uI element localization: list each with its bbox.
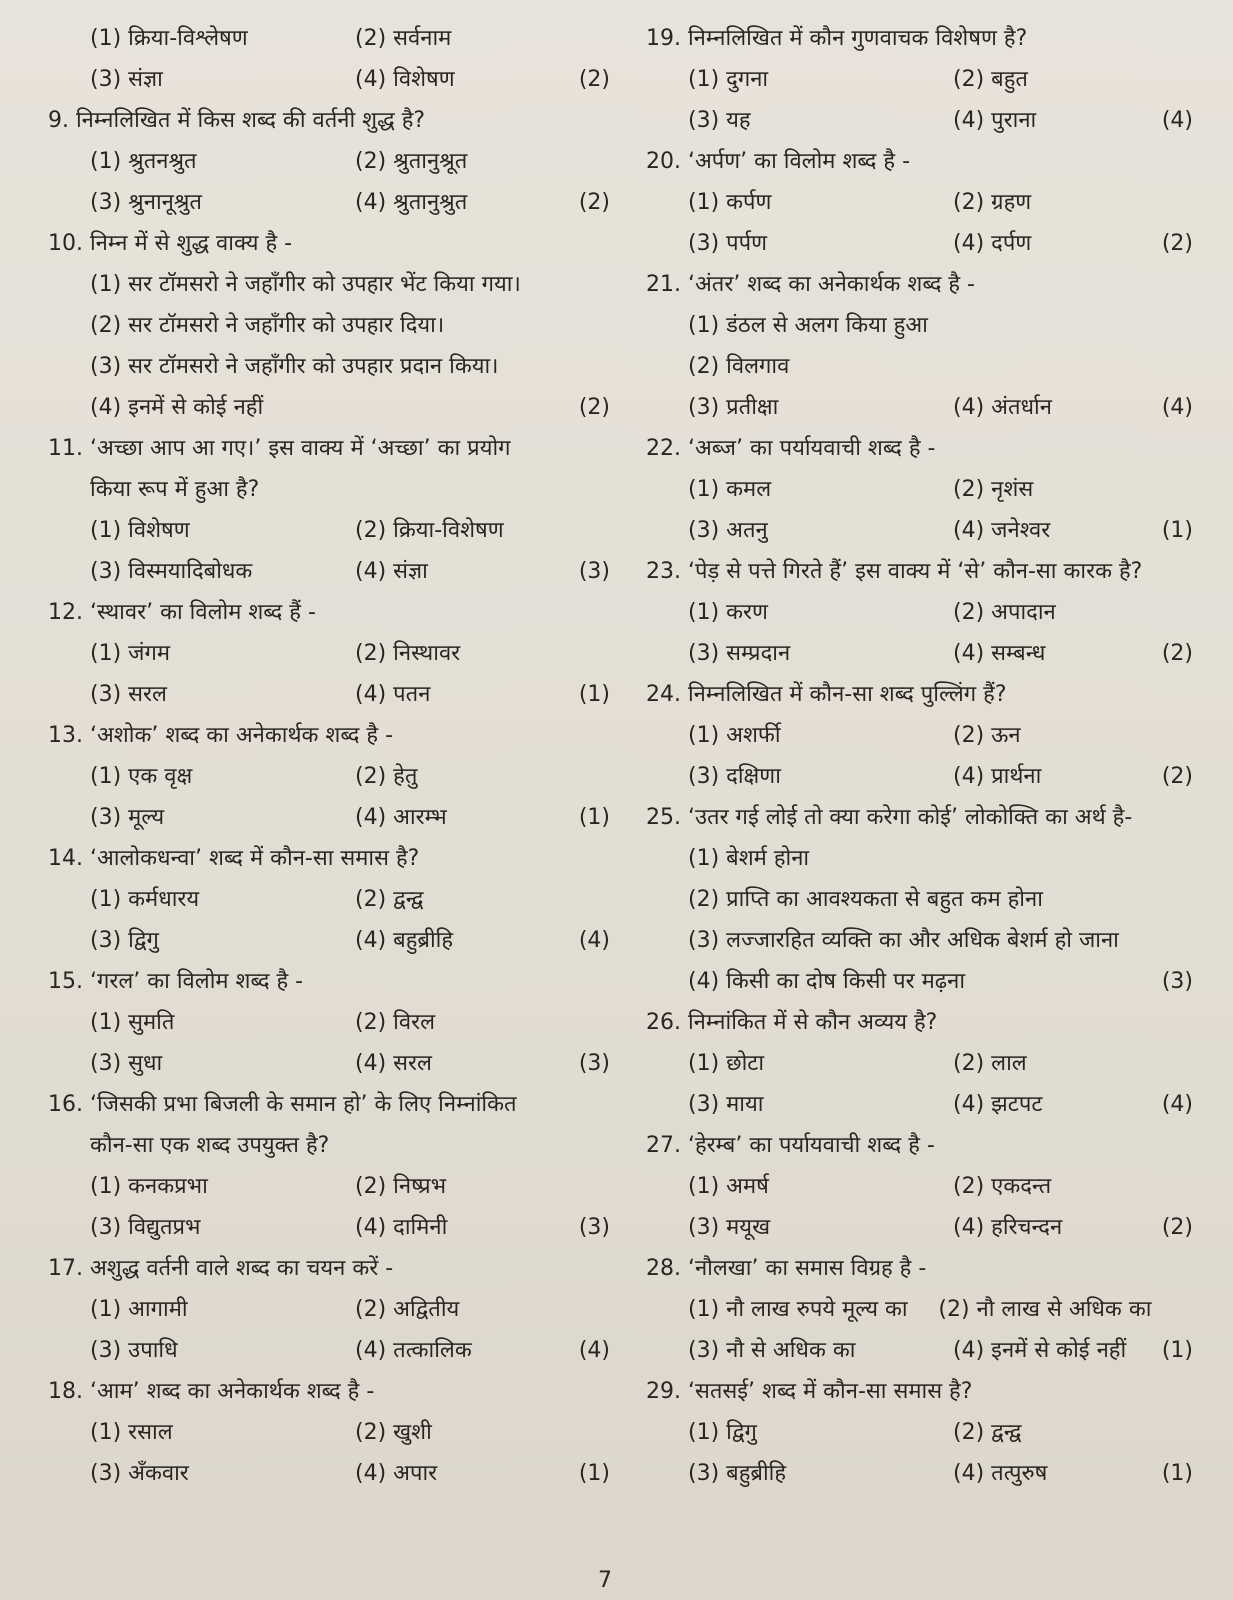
question-text: 11. ‘अच्छा आप आ गए।’ इस वाक्य में ‘अच्छा’ का प्रयोग — [48, 436, 511, 461]
question-line — [40, 428, 610, 469]
option: (1) दुगना — [688, 67, 769, 92]
question-text: 28. ‘नौलखा’ का समास विग्रह है - — [646, 1256, 927, 1281]
options-line — [638, 1166, 1193, 1207]
option: (4) झटपट — [953, 1092, 1043, 1117]
options-line — [40, 756, 610, 797]
option: (3) बहुब्रीहि — [688, 1461, 787, 1486]
text-line — [40, 1125, 610, 1166]
answer-key: (2) — [1161, 764, 1193, 789]
answer-key: (1) — [1161, 1338, 1193, 1363]
option: (1) कमल — [688, 477, 772, 502]
columns — [40, 18, 1193, 1494]
option: (2) अद्वितीय — [355, 1297, 460, 1322]
options-line — [638, 100, 1193, 141]
option: (1) कर्पण — [688, 190, 772, 215]
question-line — [40, 223, 610, 264]
answer-key: (1) — [1161, 1461, 1193, 1486]
options-line — [638, 1084, 1193, 1125]
question-line — [638, 551, 1193, 592]
question-text: 29. ‘सतसई’ शब्द में कौन-सा समास है? — [646, 1379, 973, 1404]
options-line — [40, 1207, 610, 1248]
option: (4) अपार — [355, 1461, 438, 1486]
options-line — [638, 510, 1193, 551]
text-line — [638, 838, 1193, 879]
answer-key: (1) — [578, 682, 610, 707]
question-line — [638, 674, 1193, 715]
answer-key: (3) — [578, 1051, 610, 1076]
question-line — [638, 428, 1193, 469]
question-line — [40, 961, 610, 1002]
question-text: 26. निम्नांकित में से कौन अव्यय है? — [646, 1010, 938, 1035]
answer-key: (4) — [578, 1338, 610, 1363]
line-text: (1) सर टॉमसरो ने जहाँगीर को उपहार भेंट किया गया। — [90, 272, 521, 297]
option: (3) प्रतीक्षा — [688, 395, 779, 420]
options-line — [638, 756, 1193, 797]
question-line — [40, 715, 610, 756]
page-number: 7 — [598, 1568, 612, 1593]
answer-key: (2) — [1161, 1215, 1193, 1240]
option: (3) सुधा — [90, 1051, 163, 1076]
option: (1) करण — [688, 600, 768, 625]
answer-key: (4) — [1161, 108, 1193, 133]
text-line — [638, 879, 1193, 920]
options-line — [638, 182, 1193, 223]
option: (4) इनमें से कोई नहीं — [953, 1338, 1127, 1363]
options-line — [40, 1166, 610, 1207]
answer-key: (2) — [1161, 231, 1193, 256]
option: (2) ऊन — [953, 723, 1021, 748]
option: (1) जंगम — [90, 641, 171, 666]
option: (2) श्रुतानुश्रूत — [355, 149, 468, 174]
options-line — [638, 1043, 1193, 1084]
options-line — [638, 59, 1193, 100]
answer-key: (4) — [578, 928, 610, 953]
options-line — [40, 141, 610, 182]
option: (4) पुराना — [953, 108, 1037, 133]
option: (2) हेतु — [355, 764, 418, 789]
option: (4) हरिचन्दन — [953, 1215, 1063, 1240]
question-text: 21. ‘अंतर’ शब्द का अनेकार्थक शब्द है - — [646, 272, 975, 297]
option: (3) विस्मयादिबोधक — [90, 559, 253, 584]
option: (2) एकदन्त — [953, 1174, 1052, 1199]
options-line — [40, 1330, 610, 1371]
line-text: (2) प्राप्ति का आवश्यकता से बहुत कम होना — [688, 887, 1043, 912]
option: (1) एक वृक्ष — [90, 764, 193, 789]
options-line — [40, 1002, 610, 1043]
option: (2) खुशी — [355, 1420, 432, 1445]
right-column — [638, 18, 1193, 1494]
options-line — [40, 18, 610, 59]
option: (3) विद्युतप्रभ — [90, 1215, 201, 1240]
question-line — [638, 141, 1193, 182]
question-text: 14. ‘आलोकधन्वा’ शब्द में कौन-सा समास है? — [48, 846, 420, 871]
options-line — [638, 715, 1193, 756]
option: (2) नौ लाख से अधिक का — [938, 1297, 1152, 1322]
answer-key: (3) — [1161, 969, 1193, 994]
question-line — [40, 100, 610, 141]
options-line — [40, 879, 610, 920]
line-text: (3) सर टॉमसरो ने जहाँगीर को उपहार प्रदान किया। — [90, 354, 499, 379]
option: (4) सरल — [355, 1051, 432, 1076]
options-line — [638, 592, 1193, 633]
option: (4) दर्पण — [953, 231, 1032, 256]
options-line — [638, 387, 1193, 428]
option: (2) निष्प्रभ — [355, 1174, 447, 1199]
question-text: 23. ‘पेड़ से पत्ते गिरते हैं’ इस वाक्य में ‘से’ कौन-सा कारक है? — [646, 559, 1143, 584]
option: (3) द्विगु — [90, 928, 159, 953]
options-line — [40, 1043, 610, 1084]
option: (1) रसाल — [90, 1420, 173, 1445]
line-text: किया रूप में हुआ है? — [90, 477, 260, 502]
option: (3) नौ से अधिक का — [688, 1338, 856, 1363]
option: (2) सर्वनाम — [355, 26, 452, 51]
options-line — [638, 1330, 1193, 1371]
text-line — [40, 264, 610, 305]
text-line — [40, 346, 610, 387]
question-line — [638, 1248, 1193, 1289]
option: (4) दामिनी — [355, 1215, 448, 1240]
answer-key: (4) — [1161, 1092, 1193, 1117]
line-text: (1) डंठल से अलग किया हुआ — [688, 313, 928, 338]
options-line — [40, 797, 610, 838]
option: (3) मूल्य — [90, 805, 165, 830]
question-line — [40, 838, 610, 879]
option: (3) दक्षिणा — [688, 764, 781, 789]
options-line — [40, 674, 610, 715]
option: (1) नौ लाख रुपये मूल्य का — [688, 1297, 908, 1322]
answer-key: (2) — [578, 190, 610, 215]
text-line — [638, 346, 1193, 387]
line-text: (1) बेशर्म होना — [688, 846, 810, 871]
options-line — [638, 469, 1193, 510]
options-line — [40, 1289, 610, 1330]
option: (1) कर्मधारय — [90, 887, 200, 912]
option: (4) तत्पुरुष — [953, 1461, 1048, 1486]
option: (2) निस्थावर — [355, 641, 461, 666]
option: (1) अशर्फी — [688, 723, 781, 748]
option: (2) ग्रहण — [953, 190, 1032, 215]
answer-key: (3) — [578, 559, 610, 584]
options-line — [638, 1289, 1193, 1330]
question-line — [40, 592, 610, 633]
option: (4) जनेश्वर — [953, 518, 1051, 543]
question-text: 17. अशुद्ध वर्तनी वाले शब्द का चयन करें - — [48, 1256, 394, 1281]
options-line — [638, 223, 1193, 264]
option: (3) अतनु — [688, 518, 768, 543]
question-line — [638, 1125, 1193, 1166]
question-text: 24. निम्नलिखित में कौन-सा शब्द पुल्लिंग हैं? — [646, 682, 1007, 707]
question-text: 9. निम्नलिखित में किस शब्द की वर्तनी शुद्ध है? — [48, 108, 426, 133]
question-text: 27. ‘हेरम्ब’ का पर्यायवाची शब्द है - — [646, 1133, 935, 1158]
line-text: (4) इनमें से कोई नहीं — [90, 395, 264, 420]
options-line — [40, 1453, 610, 1494]
option: (2) क्रिया-विशेषण — [355, 518, 504, 543]
option: (2) नृशंस — [953, 477, 1034, 502]
answer-key: (1) — [578, 1461, 610, 1486]
option: (3) मयूख — [688, 1215, 771, 1240]
answer-key: (1) — [1161, 518, 1193, 543]
option: (2) विरल — [355, 1010, 436, 1035]
text-line — [638, 920, 1193, 961]
line-text: (2) सर टॉमसरो ने जहाँगीर को उपहार दिया। — [90, 313, 445, 338]
text-line — [40, 387, 610, 428]
option: (2) द्वन्द्व — [355, 887, 424, 912]
question-line — [40, 1084, 610, 1125]
option: (2) लाल — [953, 1051, 1027, 1076]
options-line — [638, 633, 1193, 674]
option: (4) आरम्भ — [355, 805, 447, 830]
question-line — [40, 1248, 610, 1289]
option: (4) प्रार्थना — [953, 764, 1042, 789]
options-line — [40, 920, 610, 961]
option: (4) पतन — [355, 682, 431, 707]
option: (4) तत्कालिक — [355, 1338, 472, 1363]
question-text: 18. ‘आम’ शब्द का अनेकार्थक शब्द है - — [48, 1379, 375, 1404]
option: (3) अँकवार — [90, 1461, 189, 1486]
option: (3) संज्ञा — [90, 67, 163, 92]
option: (1) कनकप्रभा — [90, 1174, 208, 1199]
answer-key: (3) — [578, 1215, 610, 1240]
option: (2) बहुत — [953, 67, 1028, 92]
option: (1) श्रुतनश्रुत — [90, 149, 197, 174]
option: (3) सरल — [90, 682, 167, 707]
option: (1) सुमति — [90, 1010, 175, 1035]
text-line — [40, 469, 610, 510]
question-line — [638, 1002, 1193, 1043]
question-text: 12. ‘स्थावर’ का विलोम शब्द हैं - — [48, 600, 316, 625]
question-line — [40, 1371, 610, 1412]
option: (2) अपादान — [953, 600, 1056, 625]
answer-key: (2) — [578, 67, 610, 92]
options-line — [40, 59, 610, 100]
question-line — [638, 18, 1193, 59]
option: (1) आगामी — [90, 1297, 188, 1322]
answer-key: (1) — [578, 805, 610, 830]
answer-key: (2) — [578, 395, 610, 420]
text-line — [40, 305, 610, 346]
option: (4) श्रुतानुश्रुत — [355, 190, 468, 215]
options-line — [638, 1412, 1193, 1453]
line-text: (4) किसी का दोष किसी पर मढ़ना — [688, 969, 966, 994]
line-text: (2) विलगाव — [688, 354, 790, 379]
option: (4) अंतर्धान — [953, 395, 1052, 420]
option: (3) माया — [688, 1092, 764, 1117]
options-line — [40, 510, 610, 551]
options-line — [40, 633, 610, 674]
text-line — [638, 305, 1193, 346]
line-text: (3) लज्जारहित व्यक्ति का और अधिक बेशर्म हो जाना — [688, 928, 1119, 953]
option: (4) बहुब्रीहि — [355, 928, 454, 953]
option: (1) क्रिया-विश्लेषण — [90, 26, 248, 51]
answer-key: (4) — [1161, 395, 1193, 420]
option: (3) श्रुनानूश्रुत — [90, 190, 202, 215]
left-column — [40, 18, 610, 1494]
options-line — [638, 1207, 1193, 1248]
option: (2) द्वन्द्व — [953, 1420, 1022, 1445]
question-line — [638, 1371, 1193, 1412]
question-text: 10. निम्न में से शुद्ध वाक्य है - — [48, 231, 293, 256]
options-line — [40, 1412, 610, 1453]
option: (3) सम्प्रदान — [688, 641, 791, 666]
option: (3) उपाधि — [90, 1338, 178, 1363]
option: (1) छोटा — [688, 1051, 765, 1076]
option: (1) द्विगु — [688, 1420, 757, 1445]
text-line — [638, 961, 1193, 1002]
option: (3) पर्पण — [688, 231, 768, 256]
question-text: 19. निम्नलिखित में कौन गुणवाचक विशेषण है? — [646, 26, 1028, 51]
option: (4) विशेषण — [355, 67, 455, 92]
options-line — [638, 1453, 1193, 1494]
question-text: 16. ‘जिसकी प्रभा बिजली के समान हो’ के लिए निम्नांकित — [48, 1092, 517, 1117]
options-line — [40, 182, 610, 223]
question-text: 20. ‘अर्पण’ का विलोम शब्द है - — [646, 149, 911, 174]
answer-key: (2) — [1161, 641, 1193, 666]
option: (4) संज्ञा — [355, 559, 428, 584]
option: (3) यह — [688, 108, 751, 133]
question-text: 25. ‘उतर गई लोई तो क्या करेगा कोई’ लोकोक्ति का अर्थ है- — [646, 805, 1133, 830]
options-line — [40, 551, 610, 592]
option: (4) सम्बन्ध — [953, 641, 1046, 666]
question-text: 13. ‘अशोक’ शब्द का अनेकार्थक शब्द है - — [48, 723, 394, 748]
option: (1) अमर्ष — [688, 1174, 769, 1199]
question-text: 15. ‘गरल’ का विलोम शब्द है - — [48, 969, 304, 994]
question-line — [638, 797, 1193, 838]
question-text: 22. ‘अब्ज’ का पर्यायवाची शब्द है - — [646, 436, 936, 461]
line-text: कौन-सा एक शब्द उपयुक्त है? — [90, 1133, 330, 1158]
question-line — [638, 264, 1193, 305]
option: (1) विशेषण — [90, 518, 190, 543]
